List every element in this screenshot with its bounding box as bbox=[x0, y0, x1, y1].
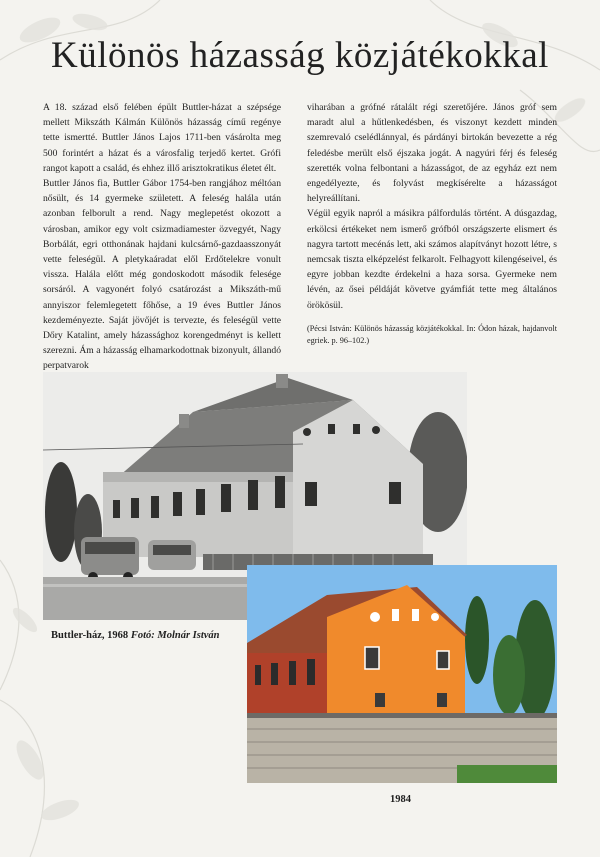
text-column-right bbox=[307, 100, 557, 347]
source-reference: (Pécsi István: Különös házasság közjátékokkal. In: Ódon házak, hajdanvolt egriek. p. 96–102.) bbox=[307, 323, 557, 345]
page-title: Különös házasság közjátékokkal bbox=[51, 35, 549, 76]
paragraph: A 18. század első felében épült Buttler-házat a szépsége mellett Mikszáth Kálmán Különös házasság című regénye tette ismertté. Buttler János Lajos 1711-ben vásárolta meg 500 forintért a házat és a városfalig terjedő kertet. Grófi rangot kapott a család, és ehhez illő arisztokratikus életet élt. bbox=[43, 102, 281, 174]
paragraph: viharában a grófné rátalált régi szeretőjére. János gróf sem maradt alul a hűtlenkedésben, és viszonyt kezdett minden szemrevaló cselédlánnyal, és párdányi birtokán bevezette a rég feledésbe merült első éjszaka jogát. A nagyúri férj és feleség szerették volna felbontani a házasságot, de az egyház ezt nem engedélyezte, és folyvást megkísérelte a házasságot helyreállítani. bbox=[307, 102, 557, 205]
caption-credit: Fotó: Molnár István bbox=[130, 630, 220, 641]
photo-caption-1968 bbox=[51, 630, 220, 641]
photo-buttler-house-1984 bbox=[247, 565, 557, 783]
text-column-left bbox=[43, 100, 281, 374]
caption-title: Buttler-ház, 1968 bbox=[51, 630, 129, 641]
photo-caption-1984: 1984 bbox=[390, 794, 411, 805]
paragraph: Buttler János fia, Buttler Gábor 1754-ben rangjához méltóan nősült, és 14 gyermeke született. A feleség halála után azonban felborult a rend. Nagy meglepetést okozott a városban, amikor egy volt csizmadiamester özvegyét, Nagy Borbálát, egri otthonának hajdani kulcsárnő-gazdaasszonyát vette feleségül. A pletykaáradat elől Erdőtelekre vonult vissza. Halála előtt még gondoskodott második felesége sorsáról. A vagyonért folyó csatározást a Mikszáth-mű annyiszor felemlegetett főhőse, a 19 éves Buttler János kezdeményezte. Saját jövőjét is tervezte, és feleségül vette Dőry Katalint, amely házassághoz korengedményt is kellett szerezni. Ám a házasság elhamarkodottnak bizonyult, állandó perpatvarok bbox=[43, 178, 281, 372]
paragraph: Végül egyik napról a másikra pálfordulás történt. A dúsgazdag, erkölcsi értékeket nem ismerő grófból országszerte elismert és nagyra tartott mecénás lett, aki számos alapítványt hozott létre, s nemcsak tiszta elképzelést felkarolt. Felhagyott kilengéseivel, és egyre jobban kezdte érdekelni a haza sorsa. Gyermeke nem lévén, az ősei példáját követve gyámfiát tette meg általános örökösül. bbox=[307, 208, 557, 311]
